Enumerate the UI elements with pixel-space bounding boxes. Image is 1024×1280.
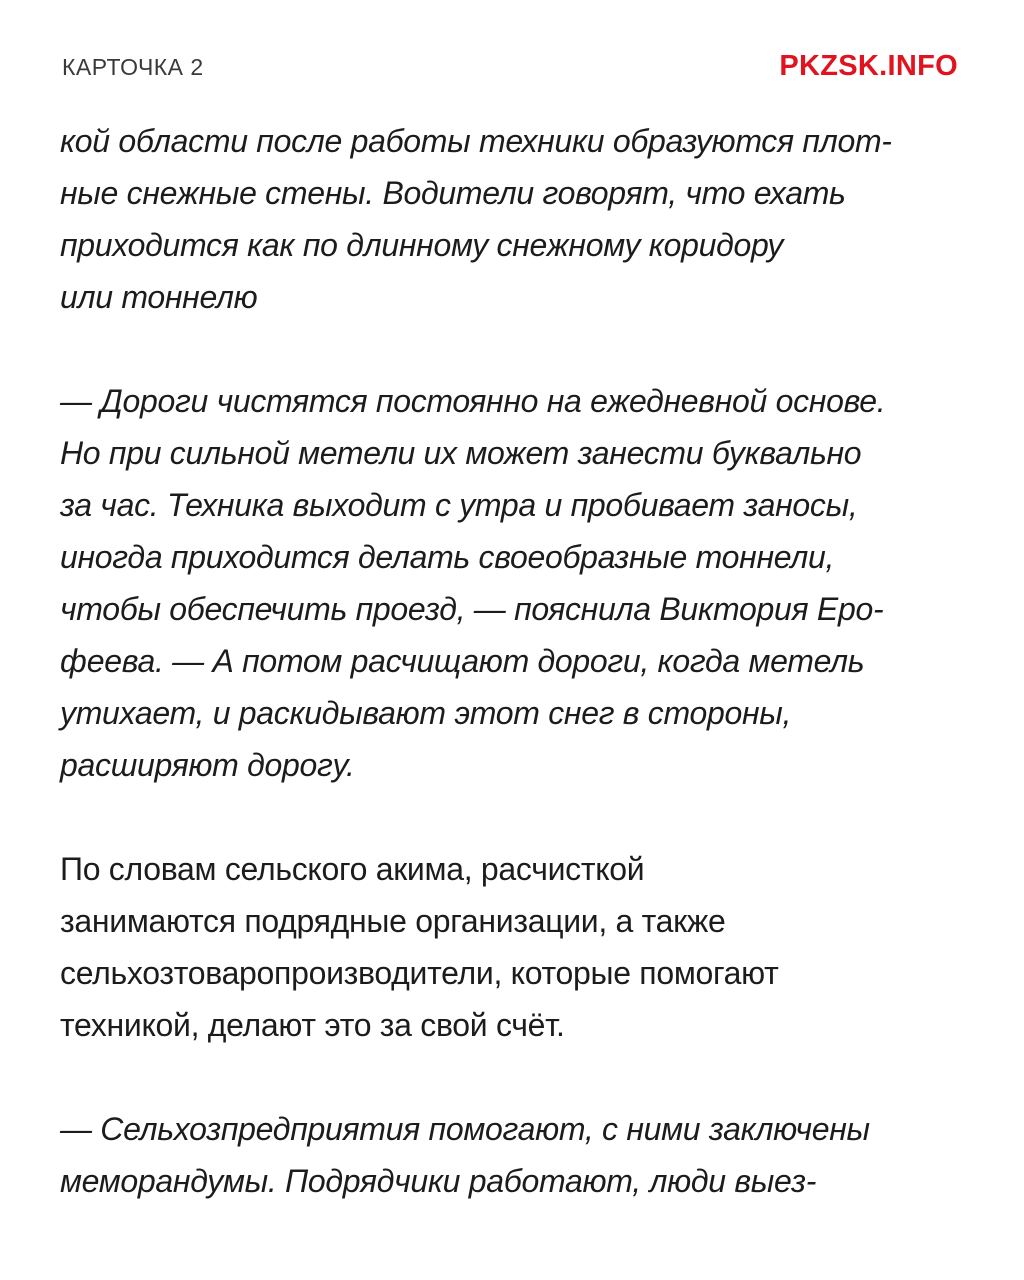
text-line: утихает, и раскидывают этот снег в стороны, [60, 695, 792, 731]
text-line: меморандумы. Подрядчики работают, люди выез- [60, 1163, 817, 1199]
text-line: Но при сильной метели их может занести буквально [60, 435, 862, 471]
card-number-label: КАРТОЧКА 2 [62, 54, 204, 80]
text-line: сельхозтоваропроизводители, которые помогают [60, 955, 779, 991]
text-line: иногда приходится делать своеобразные тоннели, [60, 539, 835, 575]
article-body [60, 115, 960, 1207]
text-line: феева. — А потом расчищают дороги, когда метель [60, 643, 865, 679]
paragraph-spacer [60, 791, 960, 843]
paragraph-2-quote [60, 375, 960, 791]
text-line: или тоннелю [60, 279, 258, 315]
text-line: кой области после работы техники образуются плот- [60, 123, 892, 159]
text-line: расширяют дорогу. [60, 747, 355, 783]
text-line: По словам сельского акима, расчисткой [60, 851, 645, 887]
text-line: чтобы обеспечить проезд, — пояснила Виктория Еро- [60, 591, 884, 627]
text-line: приходится как по длинному снежному коридору [60, 227, 784, 263]
site-logo-text[interactable]: PKZSK.INFO [779, 50, 958, 82]
text-line: — Дороги чистятся постоянно на ежедневной основе. [60, 383, 886, 419]
paragraph-4-quote [60, 1103, 960, 1207]
paragraph-spacer [60, 1051, 960, 1103]
paragraph-1 [60, 115, 960, 323]
text-line: техникой, делают это за свой счёт. [60, 1007, 565, 1043]
paragraph-spacer [60, 323, 960, 375]
text-line: занимаются подрядные организации, а также [60, 903, 726, 939]
text-line: ные снежные стены. Водители говорят, что ехать [60, 175, 846, 211]
paragraph-3 [60, 843, 960, 1051]
text-line: за час. Техника выходит с утра и пробивает заносы, [60, 487, 858, 523]
card-header [62, 50, 958, 86]
text-line: — Сельхозпредприятия помогают, с ними заключены [60, 1111, 870, 1147]
